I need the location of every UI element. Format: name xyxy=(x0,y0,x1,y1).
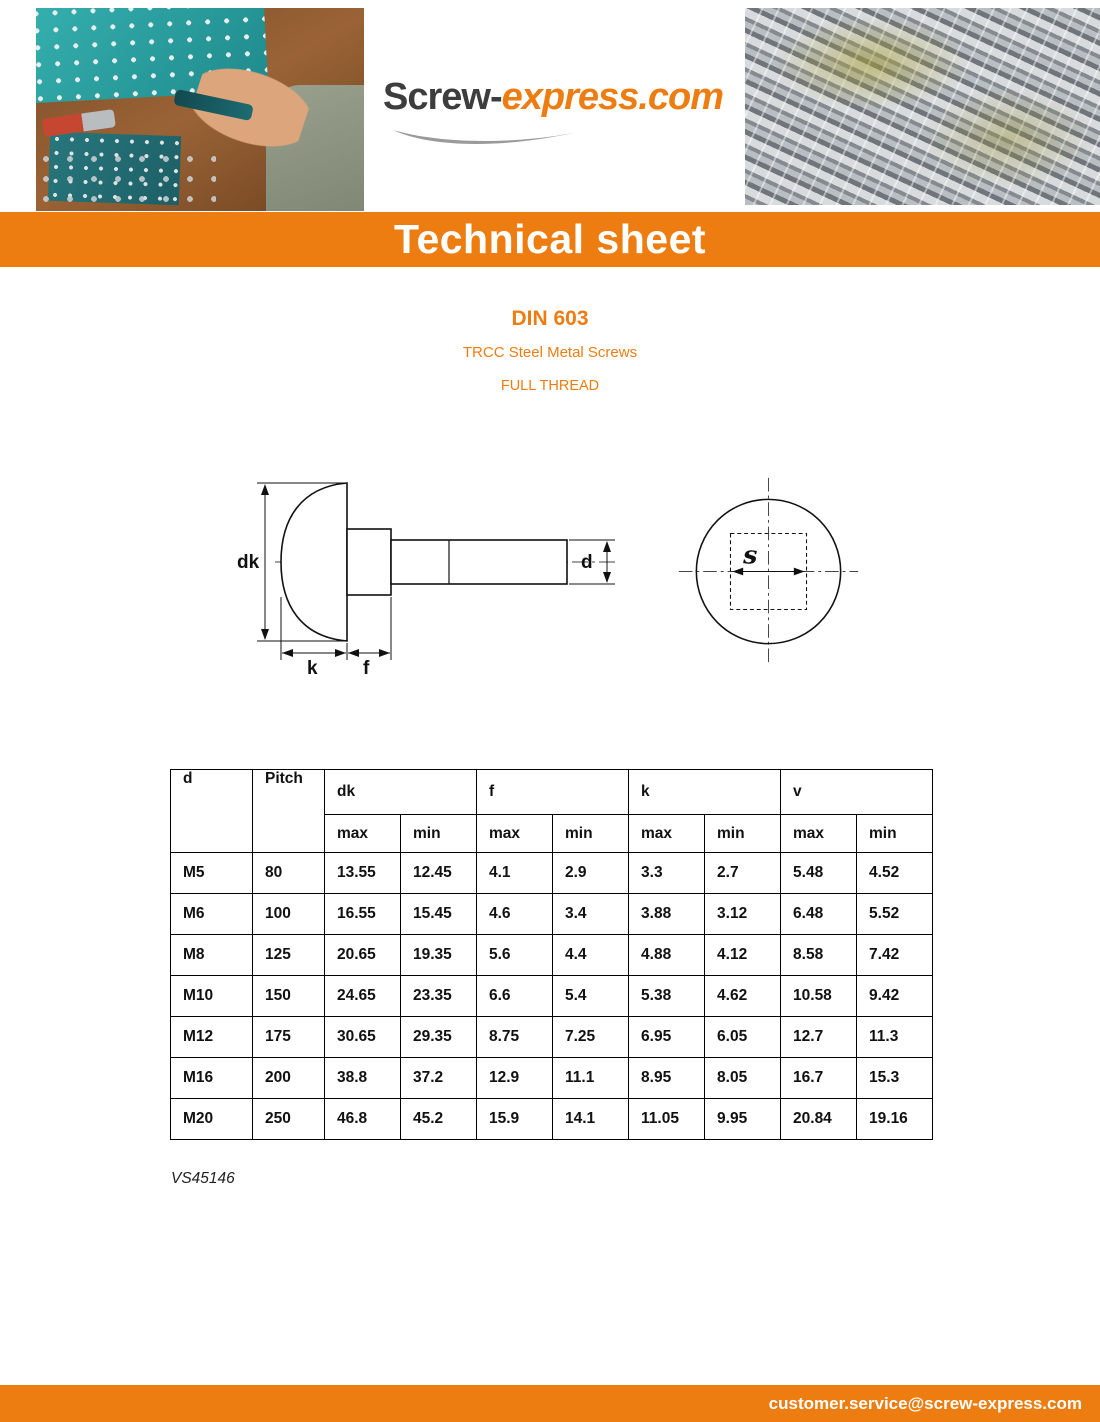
value-cell: 6.05 xyxy=(705,1017,781,1058)
dim-label-dk: dk xyxy=(236,551,259,573)
value-cell: 4.12 xyxy=(705,935,781,976)
value-cell: 45.2 xyxy=(401,1099,477,1140)
table-row xyxy=(171,853,933,894)
footer xyxy=(0,1385,1100,1422)
header-photo-screws xyxy=(745,8,1100,205)
value-cell: 175 xyxy=(253,1017,325,1058)
value-cell: 80 xyxy=(253,853,325,894)
size-cell: M5 xyxy=(171,853,253,894)
value-cell: 4.52 xyxy=(857,853,933,894)
value-cell: 19.16 xyxy=(857,1099,933,1140)
value-cell: 7.42 xyxy=(857,935,933,976)
value-cell: 125 xyxy=(253,935,325,976)
logo-text-dark: Screw- xyxy=(383,76,502,118)
value-cell: 29.35 xyxy=(401,1017,477,1058)
banner xyxy=(0,212,1100,267)
value-cell: 11.05 xyxy=(629,1099,705,1140)
dim-label-k: k xyxy=(306,657,318,677)
subheader-min: min xyxy=(553,815,629,853)
value-cell: 23.35 xyxy=(401,976,477,1017)
dim-label-s: s xyxy=(742,539,757,570)
value-cell: 2.9 xyxy=(553,853,629,894)
col-header-f: f xyxy=(477,770,629,815)
value-cell: 12.7 xyxy=(781,1017,857,1058)
value-cell: 5.48 xyxy=(781,853,857,894)
value-cell: 7.25 xyxy=(553,1017,629,1058)
value-cell: 20.84 xyxy=(781,1099,857,1140)
col-header-k: k xyxy=(629,770,781,815)
value-cell: 12.45 xyxy=(401,853,477,894)
size-cell: M20 xyxy=(171,1099,253,1140)
bolt-head xyxy=(281,483,347,641)
value-cell: 37.2 xyxy=(401,1058,477,1099)
contact-email-link[interactable]: customer.service@screw-express.com xyxy=(768,1393,1082,1413)
value-cell: 4.4 xyxy=(553,935,629,976)
value-cell: 15.3 xyxy=(857,1058,933,1099)
value-cell: 6.6 xyxy=(477,976,553,1017)
value-cell: 5.38 xyxy=(629,976,705,1017)
bolt-head-top-view xyxy=(671,474,866,669)
table-row xyxy=(171,1017,933,1058)
value-cell: 8.05 xyxy=(705,1058,781,1099)
value-cell: 46.8 xyxy=(325,1099,401,1140)
value-cell: 5.52 xyxy=(857,894,933,935)
col-header-d: d xyxy=(171,770,253,853)
value-cell: 9.95 xyxy=(705,1099,781,1140)
value-cell: 150 xyxy=(253,976,325,1017)
standard-title: DIN 603 xyxy=(511,307,589,330)
spec-table-body xyxy=(171,853,933,1140)
value-cell: 2.7 xyxy=(705,853,781,894)
titles xyxy=(0,307,1100,394)
size-cell: M6 xyxy=(171,894,253,935)
value-cell: 4.62 xyxy=(705,976,781,1017)
value-cell: 3.3 xyxy=(629,853,705,894)
value-cell: 5.6 xyxy=(477,935,553,976)
dim-label-d: d xyxy=(580,551,593,573)
value-cell: 15.45 xyxy=(401,894,477,935)
value-cell: 12.9 xyxy=(477,1058,553,1099)
value-cell: 11.3 xyxy=(857,1017,933,1058)
value-cell: 38.8 xyxy=(325,1058,401,1099)
value-cell: 4.6 xyxy=(477,894,553,935)
size-cell: M10 xyxy=(171,976,253,1017)
value-cell: 4.1 xyxy=(477,853,553,894)
value-cell: 13.55 xyxy=(325,853,401,894)
value-cell: 16.55 xyxy=(325,894,401,935)
subheader-max: max xyxy=(629,815,705,853)
reference-code: VS45146 xyxy=(171,1170,235,1187)
value-cell: 4.88 xyxy=(629,935,705,976)
value-cell: 6.48 xyxy=(781,894,857,935)
product-description: TRCC Steel Metal Screws xyxy=(462,344,638,361)
value-cell: 19.35 xyxy=(401,935,477,976)
logo xyxy=(383,76,728,149)
value-cell: 200 xyxy=(253,1058,325,1099)
table-row xyxy=(171,1099,933,1140)
value-cell: 3.4 xyxy=(553,894,629,935)
subheader-max: max xyxy=(781,815,857,853)
value-cell: 9.42 xyxy=(857,976,933,1017)
table-row xyxy=(171,976,933,1017)
value-cell: 20.65 xyxy=(325,935,401,976)
value-cell: 3.12 xyxy=(705,894,781,935)
subheader-min: min xyxy=(857,815,933,853)
value-cell: 100 xyxy=(253,894,325,935)
col-header-pitch: Pitch xyxy=(253,770,325,853)
subheader-max: max xyxy=(477,815,553,853)
thread-type: FULL THREAD xyxy=(500,378,600,394)
value-cell: 30.65 xyxy=(325,1017,401,1058)
value-cell: 24.65 xyxy=(325,976,401,1017)
bolt-shank xyxy=(391,540,567,584)
photo-decor xyxy=(36,150,216,211)
dim-label-f: f xyxy=(362,657,369,677)
dimensions-table xyxy=(170,769,933,1140)
value-cell: 8.95 xyxy=(629,1058,705,1099)
subheader-min: min xyxy=(401,815,477,853)
value-cell: 16.7 xyxy=(781,1058,857,1099)
header-photo-workbench xyxy=(36,8,364,211)
value-cell: 8.75 xyxy=(477,1017,553,1058)
table-row xyxy=(171,935,933,976)
table-row xyxy=(171,1058,933,1099)
value-cell: 10.58 xyxy=(781,976,857,1017)
photo-decor xyxy=(923,87,1093,189)
bolt-square-neck xyxy=(347,529,391,595)
value-cell: 11.1 xyxy=(553,1058,629,1099)
value-cell: 14.1 xyxy=(553,1099,629,1140)
subheader-min: min xyxy=(705,815,781,853)
value-cell: 8.58 xyxy=(781,935,857,976)
header xyxy=(0,0,1100,212)
bolt-side-view xyxy=(235,467,635,677)
col-header-v: v xyxy=(781,770,933,815)
value-cell: 3.88 xyxy=(629,894,705,935)
value-cell: 15.9 xyxy=(477,1099,553,1140)
value-cell: 5.4 xyxy=(553,976,629,1017)
banner-title: Technical sheet xyxy=(393,216,707,262)
size-cell: M16 xyxy=(171,1058,253,1099)
table-header-row xyxy=(171,770,933,815)
value-cell: 250 xyxy=(253,1099,325,1140)
value-cell: 6.95 xyxy=(629,1017,705,1058)
col-header-dk: dk xyxy=(325,770,477,815)
size-cell: M8 xyxy=(171,935,253,976)
size-cell: M12 xyxy=(171,1017,253,1058)
logo-swoosh-icon xyxy=(389,125,579,149)
technical-drawing xyxy=(0,464,1100,679)
subheader-max: max xyxy=(325,815,401,853)
logo-text-orange: express.com xyxy=(501,76,723,118)
table-row xyxy=(171,894,933,935)
